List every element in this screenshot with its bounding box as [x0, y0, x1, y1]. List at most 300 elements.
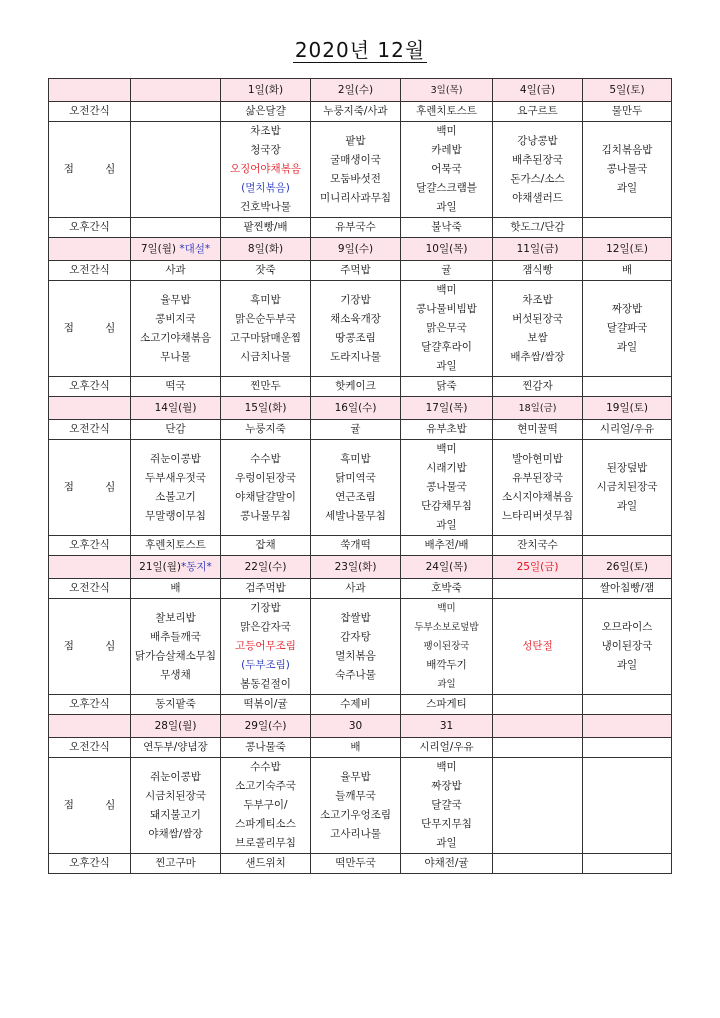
am-snack-cell: 사과	[131, 261, 221, 281]
am-snack-cell	[583, 738, 672, 758]
lunch-cell	[221, 440, 311, 536]
pm-snack-label: 오후간식	[49, 854, 131, 874]
menu-item: 고등어무조림	[235, 640, 296, 652]
date-text: 10일(목)	[425, 242, 468, 255]
menu-item: 콩나물국	[426, 481, 467, 493]
lunch-cell	[131, 122, 221, 218]
menu-item: 쥐눈이콩밥	[150, 770, 201, 783]
menu-item: 시금치된장국	[596, 481, 658, 493]
date-cell	[493, 556, 583, 579]
menu-item: 고사리나물	[330, 827, 381, 840]
date-cell	[311, 715, 401, 738]
pm-snack-cell: 배추전/배	[401, 536, 493, 556]
pm-snack-cell: 찐고구마	[131, 854, 221, 874]
am-snack-cell	[131, 102, 221, 122]
menu-item: 과일	[436, 360, 457, 372]
date-text: 25일(금)	[516, 560, 559, 573]
menu-item: 땅콩조림	[335, 331, 376, 344]
date-text: 16일(수)	[334, 401, 377, 414]
menu-item: 미니리사과무침	[319, 191, 391, 204]
menu-item: 세발나물무침	[325, 509, 386, 522]
meal-plan-table	[48, 78, 672, 874]
lunch-row	[49, 440, 672, 536]
lunch-cell	[583, 281, 672, 377]
pm-snack-cell: 쑥개떡	[311, 536, 401, 556]
date-cell	[131, 79, 221, 102]
menu-item: 모둠바섯전	[330, 172, 381, 185]
menu-item: 맑은순두부국	[235, 312, 296, 325]
date-cell	[221, 238, 311, 261]
lunch-cell	[583, 599, 672, 695]
date-label-cell	[49, 397, 131, 420]
date-cell	[401, 556, 493, 579]
lunch-cell	[311, 599, 401, 695]
menu-item: 오징어야채볶음	[229, 163, 301, 175]
date-cell	[583, 556, 672, 579]
menu-item: 카레밥	[431, 144, 462, 156]
menu-item: 야채달걀말이	[235, 490, 296, 503]
pm-snack-row	[49, 536, 672, 556]
date-text: 17일(목)	[425, 401, 468, 414]
date-text: 8일(화)	[247, 242, 284, 255]
pm-snack-label: 오후간식	[49, 536, 131, 556]
lunch-cell	[583, 440, 672, 536]
lunch-label	[49, 440, 131, 536]
menu-item: 들깨무국	[335, 789, 376, 802]
date-text: 14일(월)	[154, 401, 197, 414]
pm-snack-cell: 불낙죽	[401, 218, 493, 238]
menu-item: 시래기밥	[426, 462, 467, 474]
pm-snack-cell	[493, 854, 583, 874]
lunch-cell	[311, 281, 401, 377]
am-snack-cell: 누룽지죽	[221, 420, 311, 440]
date-text: 23일(화)	[334, 560, 377, 573]
menu-item: 버섯된장국	[512, 312, 563, 325]
menu-item: 과일	[436, 837, 457, 849]
pm-snack-cell	[493, 695, 583, 715]
date-text: 3일(목)	[430, 84, 463, 96]
date-cell	[221, 556, 311, 579]
menu-item: 보쌈	[527, 331, 548, 344]
date-cell	[131, 238, 221, 261]
pm-snack-label: 오후간식	[49, 377, 131, 397]
date-text: 7일(월)	[140, 242, 177, 255]
lunch-cell	[311, 758, 401, 854]
date-cell	[221, 397, 311, 420]
am-snack-cell: 호박죽	[401, 579, 493, 599]
am-snack-cell: 시리얼/우유	[583, 420, 672, 440]
menu-item: 김치볶음밥	[601, 144, 653, 156]
lunch-label-text: 점 심	[63, 163, 130, 175]
pm-snack-cell: 유부국수	[311, 218, 401, 238]
holiday-note: *대설*	[176, 242, 211, 255]
pm-snack-label: 오후간식	[49, 695, 131, 715]
lunch-cell	[131, 440, 221, 536]
menu-item: 봄동겉절이	[240, 678, 291, 690]
menu-item: 짜장밥	[431, 780, 462, 792]
date-cell	[493, 715, 583, 738]
menu-item: 과일	[616, 659, 638, 671]
am-snack-cell: 주먹밥	[311, 261, 401, 281]
menu-item: 야채쌈/쌈장	[148, 827, 203, 840]
menu-item: 백미	[436, 443, 457, 455]
date-row	[49, 715, 672, 738]
menu-item: 단감채무침	[421, 500, 472, 512]
am-snack-cell: 쌀아침빵/잼	[583, 579, 672, 599]
date-cell	[493, 79, 583, 102]
date-cell	[401, 238, 493, 261]
lunch-row	[49, 758, 672, 854]
menu-item: 두부새우젓국	[145, 471, 206, 484]
date-cell	[311, 556, 401, 579]
pm-snack-cell	[583, 377, 672, 397]
menu-item: 율무밥	[340, 770, 371, 783]
menu-item: 소불고기	[155, 490, 196, 503]
lunch-cell	[493, 440, 583, 536]
am-snack-cell	[493, 579, 583, 599]
pm-snack-cell	[583, 695, 672, 715]
date-cell	[401, 715, 493, 738]
menu-item: 브로콜리무침	[235, 837, 296, 849]
date-row	[49, 556, 672, 579]
am-snack-cell: 물만두	[583, 102, 672, 122]
menu-item: 수수밥	[250, 452, 281, 465]
menu-item: 무생채	[160, 668, 191, 681]
date-text: 5일(토)	[609, 83, 645, 96]
am-snack-row	[49, 420, 672, 440]
menu-item: 성탄절	[522, 640, 553, 652]
date-text: 26일(토)	[606, 560, 648, 573]
date-text: 19일(토)	[606, 401, 648, 414]
am-snack-cell: 배	[131, 579, 221, 599]
menu-item: 배추들깨국	[150, 630, 201, 643]
menu-item: 차조밥	[250, 125, 281, 137]
menu-item: 과일	[616, 182, 638, 194]
menu-item: 돈가스/소스	[510, 172, 565, 185]
pm-snack-cell: 핫케이크	[311, 377, 401, 397]
am-snack-cell: 콩나물죽	[221, 738, 311, 758]
menu-item: 맑은감자국	[240, 621, 291, 633]
pm-snack-cell: 샌드위치	[221, 854, 311, 874]
menu-item: 쥐눈이콩밥	[150, 452, 201, 465]
menu-item: 과일	[616, 341, 638, 353]
menu-item: 무나물	[160, 350, 191, 363]
lunch-row	[49, 281, 672, 377]
am-snack-cell: 단감	[131, 420, 221, 440]
date-text: 29일(수)	[244, 719, 287, 732]
date-text: 15일(화)	[244, 401, 287, 414]
lunch-cell	[401, 440, 493, 536]
menu-item: 닭가슴살채소무침	[134, 649, 217, 662]
menu-item: 백미	[436, 761, 457, 773]
date-cell	[583, 79, 672, 102]
am-snack-label: 오전간식	[49, 102, 131, 122]
date-text: 28일(월)	[154, 719, 197, 732]
menu-item: 고구마닭매운찜	[229, 331, 301, 344]
am-snack-cell: 배	[311, 738, 401, 758]
date-text: 21일(월)	[139, 560, 182, 573]
menu-item: 배추된장국	[512, 153, 563, 166]
menu-item: 기장밥	[340, 293, 371, 306]
pm-snack-cell: 잔치국수	[493, 536, 583, 556]
pm-snack-cell	[131, 218, 221, 238]
menu-item: 발아현미밥	[512, 452, 563, 465]
am-snack-cell: 잼식빵	[493, 261, 583, 281]
holiday-note: *동지*	[181, 560, 212, 573]
lunch-cell	[493, 758, 583, 854]
pm-snack-cell: 찐감자	[493, 377, 583, 397]
pm-snack-label: 오후간식	[49, 218, 131, 238]
date-text: 11일(금)	[516, 242, 559, 255]
menu-item: 무말랭이무침	[145, 509, 206, 522]
date-cell	[131, 715, 221, 738]
pm-snack-row	[49, 854, 672, 874]
lunch-cell	[493, 281, 583, 377]
menu-item: 느타리버섯무침	[501, 509, 573, 522]
pm-snack-cell: 팥찐빵/배	[221, 218, 311, 238]
lunch-label-text: 점 심	[63, 322, 130, 334]
menu-item: 달걀후라이	[421, 341, 472, 353]
menu-item: 배깍두기	[426, 659, 467, 671]
menu-item: (두부조림)	[241, 659, 290, 671]
am-snack-label: 오전간식	[49, 738, 131, 758]
pm-snack-row	[49, 695, 672, 715]
lunch-label-text: 점 심	[63, 481, 130, 493]
pm-snack-cell: 떡국	[131, 377, 221, 397]
am-snack-label: 오전간식	[49, 261, 131, 281]
date-cell	[221, 79, 311, 102]
menu-item: 우렁이된장국	[235, 471, 296, 484]
menu-item: 율무밥	[160, 293, 191, 306]
pm-snack-cell	[583, 536, 672, 556]
date-text: 24일(목)	[425, 560, 468, 573]
am-snack-cell: 귤	[401, 261, 493, 281]
am-snack-cell	[493, 738, 583, 758]
date-cell	[401, 79, 493, 102]
menu-item: 짜장밥	[611, 303, 643, 315]
menu-item: 건호박나물	[240, 201, 291, 213]
lunch-cell	[221, 281, 311, 377]
menu-item: 달걀스크램블	[416, 182, 477, 194]
date-cell	[311, 238, 401, 261]
am-snack-cell: 사과	[311, 579, 401, 599]
page-title-text: 2020년 12월	[294, 38, 426, 62]
am-snack-label: 오전간식	[49, 579, 131, 599]
date-text: 9일(수)	[337, 242, 374, 255]
am-snack-cell: 시리얼/우유	[401, 738, 493, 758]
menu-item: 소고기야채볶음	[139, 331, 211, 344]
am-snack-cell: 귤	[311, 420, 401, 440]
page-title	[0, 34, 720, 63]
am-snack-cell: 배	[583, 261, 672, 281]
am-snack-cell: 삶은달걀	[221, 102, 311, 122]
pm-snack-row	[49, 218, 672, 238]
lunch-cell	[493, 599, 583, 695]
date-cell	[401, 397, 493, 420]
menu-item: 두부소보로덮밥	[414, 622, 479, 633]
pm-snack-cell: 찐만두	[221, 377, 311, 397]
lunch-cell	[401, 281, 493, 377]
date-text: 1일(화)	[247, 83, 284, 96]
lunch-label	[49, 758, 131, 854]
lunch-cell	[221, 599, 311, 695]
lunch-cell	[493, 122, 583, 218]
am-snack-row	[49, 579, 672, 599]
menu-item: 유부된장국	[512, 471, 563, 484]
date-cell	[221, 715, 311, 738]
date-row	[49, 238, 672, 261]
meal-plan-body	[49, 79, 672, 874]
lunch-cell	[311, 440, 401, 536]
lunch-cell	[401, 758, 493, 854]
menu-item: 오므라이스	[601, 621, 653, 633]
menu-item: 시금치된장국	[145, 789, 206, 802]
menu-item: 숙주나물	[335, 668, 376, 681]
date-text: 12일(토)	[606, 242, 648, 255]
menu-item: 과일	[436, 201, 457, 213]
pm-snack-cell: 후렌치토스트	[131, 536, 221, 556]
menu-item: 찰보리밥	[155, 611, 196, 624]
lunch-cell	[311, 122, 401, 218]
date-row	[49, 397, 672, 420]
menu-item: 콩나물국	[606, 163, 648, 175]
date-cell	[583, 238, 672, 261]
menu-item: 단무지무침	[421, 818, 472, 830]
date-text: 2일(수)	[337, 83, 374, 96]
menu-item: 콩나물무침	[240, 509, 291, 522]
date-cell	[131, 556, 221, 579]
date-label-cell	[49, 715, 131, 738]
lunch-cell	[221, 122, 311, 218]
date-cell	[131, 397, 221, 420]
lunch-label	[49, 122, 131, 218]
am-snack-cell: 누룽지죽/사과	[311, 102, 401, 122]
date-cell	[311, 397, 401, 420]
pm-snack-cell	[583, 218, 672, 238]
lunch-cell	[131, 281, 221, 377]
menu-item: 과일	[437, 679, 456, 690]
menu-item: 어묵국	[431, 163, 462, 175]
menu-item: 팥밥	[345, 134, 366, 147]
lunch-cell	[583, 122, 672, 218]
am-snack-row	[49, 102, 672, 122]
menu-item: 강낭콩밥	[517, 134, 558, 147]
date-label-cell	[49, 238, 131, 261]
menu-item: 돼지불고기	[150, 808, 201, 821]
date-text: 22일(수)	[244, 560, 287, 573]
menu-item: 연근조림	[335, 490, 376, 503]
pm-snack-cell: 스파게티	[401, 695, 493, 715]
date-label-cell	[49, 556, 131, 579]
menu-item: 냉이된장국	[601, 640, 653, 652]
lunch-cell	[131, 599, 221, 695]
pm-snack-cell: 동지팥죽	[131, 695, 221, 715]
lunch-label	[49, 599, 131, 695]
lunch-row	[49, 599, 672, 695]
am-snack-row	[49, 738, 672, 758]
menu-item: 된장덮밥	[606, 462, 648, 474]
menu-item: 기장밥	[250, 602, 281, 614]
pm-snack-cell	[583, 854, 672, 874]
lunch-cell	[401, 122, 493, 218]
pm-snack-cell: 수제비	[311, 695, 401, 715]
am-snack-cell: 연두부/양념장	[131, 738, 221, 758]
date-cell	[493, 238, 583, 261]
menu-item: 야채샐러드	[512, 191, 563, 204]
pm-snack-row	[49, 377, 672, 397]
lunch-label-text: 점 심	[63, 640, 130, 652]
menu-item: 콩비지국	[155, 312, 196, 325]
pm-snack-cell: 떡만두국	[311, 854, 401, 874]
pm-snack-cell: 핫도그/단감	[493, 218, 583, 238]
menu-item: 채소육개장	[330, 312, 381, 325]
am-snack-cell: 검주먹밥	[221, 579, 311, 599]
pm-snack-cell: 야채전/귤	[401, 854, 493, 874]
menu-item: 소고기우엉조림	[319, 808, 391, 821]
am-snack-row	[49, 261, 672, 281]
menu-item: 차조밥	[522, 293, 553, 306]
menu-item: 맑은무국	[426, 322, 467, 334]
pm-snack-cell: 떡볶이/귤	[221, 695, 311, 715]
menu-item: 소시지야채볶음	[501, 490, 573, 503]
lunch-cell	[583, 758, 672, 854]
date-cell	[311, 79, 401, 102]
menu-item: 백미	[437, 603, 456, 614]
menu-item: 흑미밥	[340, 452, 371, 465]
lunch-cell	[221, 758, 311, 854]
menu-item: 두부구이/	[243, 799, 288, 811]
am-snack-label: 오전간식	[49, 420, 131, 440]
pm-snack-cell: 닭죽	[401, 377, 493, 397]
date-text: 4일(금)	[519, 83, 556, 96]
menu-item: (멸치볶음)	[241, 182, 290, 194]
lunch-row	[49, 122, 672, 218]
menu-item: 청국장	[250, 144, 281, 156]
menu-item: 팽이된장국	[423, 641, 470, 652]
menu-item: 소고기숙주국	[235, 780, 296, 792]
date-text: 30	[348, 719, 363, 732]
lunch-label-text: 점 심	[63, 799, 130, 811]
menu-item: 배추쌈/쌈장	[510, 350, 565, 363]
menu-item: 수수밥	[250, 761, 281, 773]
date-cell	[583, 397, 672, 420]
lunch-cell	[131, 758, 221, 854]
menu-item: 굴매생이국	[330, 153, 381, 166]
menu-item: 콩나물비빔밥	[416, 303, 477, 315]
menu-item: 달걀국	[431, 799, 462, 811]
menu-item: 찹쌀밥	[340, 611, 371, 624]
menu-item: 도라지나물	[330, 350, 381, 363]
date-cell	[583, 715, 672, 738]
am-snack-cell: 유부초밥	[401, 420, 493, 440]
menu-item: 과일	[616, 500, 638, 512]
lunch-cell	[401, 599, 493, 695]
menu-item: 흑미밥	[250, 293, 281, 306]
am-snack-cell: 현미꿀떡	[493, 420, 583, 440]
am-snack-cell: 요구르트	[493, 102, 583, 122]
menu-item: 백미	[436, 284, 457, 296]
menu-item: 멸치볶음	[335, 649, 376, 662]
am-snack-cell: 후렌치토스트	[401, 102, 493, 122]
menu-item: 스파게티소스	[235, 818, 296, 830]
date-text: 18일(금)	[518, 402, 557, 414]
menu-item: 백미	[436, 125, 457, 137]
menu-item: 닭미역국	[335, 471, 376, 484]
lunch-label	[49, 281, 131, 377]
date-text: 31	[439, 719, 454, 732]
pm-snack-cell: 잡채	[221, 536, 311, 556]
date-cell	[493, 397, 583, 420]
